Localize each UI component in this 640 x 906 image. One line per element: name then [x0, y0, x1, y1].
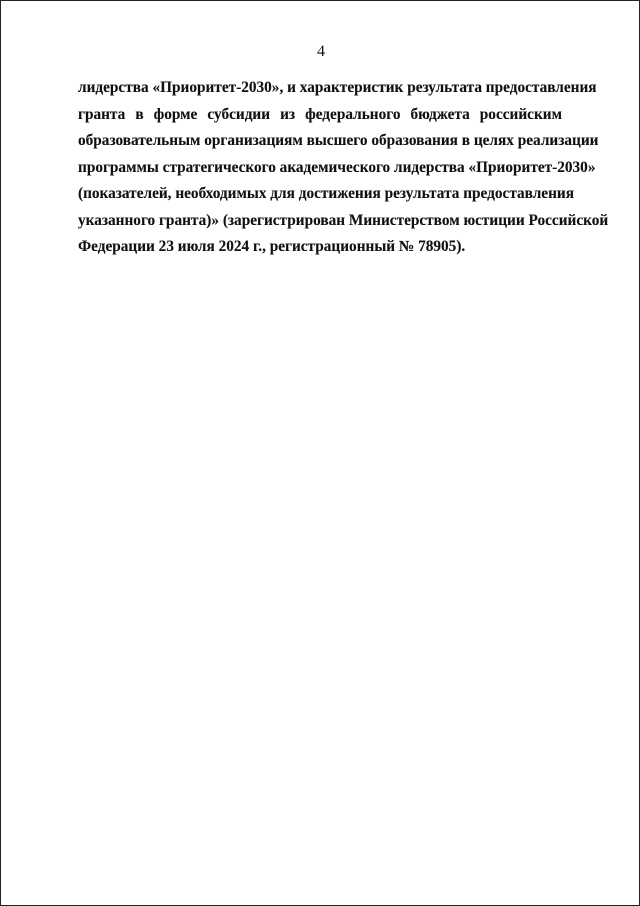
text-line: указанного гранта)» (зарегистрирован Министерством юстиции Российской: [78, 211, 609, 229]
text-line: гранта в форме субсидии из федерального бюджета российским: [78, 105, 562, 123]
body-text: [78, 77, 609, 263]
text-line: Федерации 23 июля 2024 г., регистрационный № 78905).: [78, 238, 466, 255]
text-line: программы стратегического академического лидерства «Приоритет-2030»: [78, 158, 596, 176]
page-number: 4: [317, 43, 325, 60]
text-line: (показателей, необходимых для достижения результата предоставления: [78, 185, 575, 202]
text-line: лидерства «Приоритет-2030», и характеристик результата предоставления: [78, 79, 597, 96]
text-line: образовательным организациям высшего образования в целях реализации: [78, 132, 599, 149]
